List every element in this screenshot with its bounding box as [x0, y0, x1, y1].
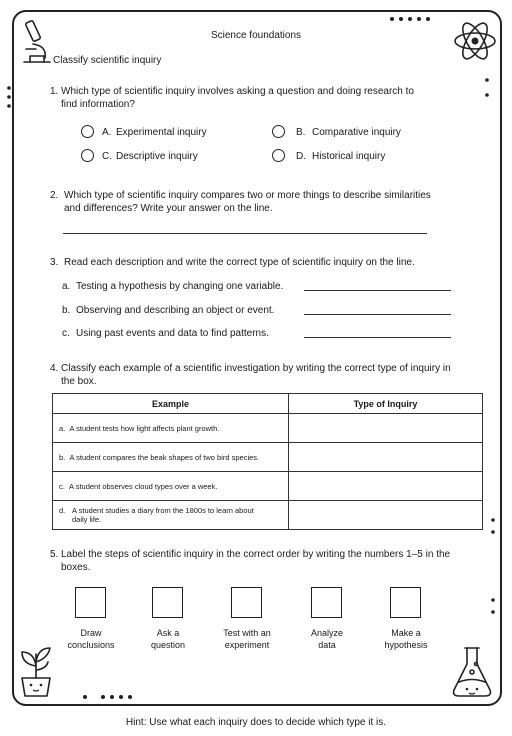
answer-line-q3b[interactable]: [304, 314, 451, 315]
answer-box[interactable]: [289, 414, 483, 443]
step-box-3[interactable]: [231, 587, 262, 618]
row-text: A student compares the beak shapes of two bird species.: [69, 452, 260, 462]
classification-table: [52, 393, 483, 530]
table-row: [53, 472, 483, 501]
q3-item-c-letter: c.: [62, 328, 70, 339]
option-a-label: Experimental inquiry: [116, 127, 207, 138]
question-3-number: 3.: [50, 257, 59, 268]
step-box-2[interactable]: [152, 587, 183, 618]
step-box-5[interactable]: [390, 587, 421, 618]
hint-text: Hint: Use what each inquiry does to decide which type it is.: [125, 717, 387, 728]
row-text: A student tests how light affects plant growth.: [69, 423, 220, 433]
q3-item-a-letter: a.: [62, 281, 71, 292]
answer-box[interactable]: [289, 501, 483, 530]
worksheet-subtitle: Classify scientific inquiry: [53, 55, 162, 66]
row-text: A student observes cloud types over a week.: [69, 481, 218, 491]
question-5-number: 5.: [50, 549, 59, 560]
question-5-text: Label the steps of scientific inquiry in the correct order by writing the numbers 1–5 in the boxes.: [61, 549, 451, 573]
step-box-4[interactable]: [311, 587, 342, 618]
option-d-label: Historical inquiry: [312, 151, 386, 162]
atom-icon: [452, 18, 498, 64]
row-letter: d.: [59, 506, 66, 515]
question-3-text: Read each description and write the correct type of scientific inquiry on the line.: [64, 257, 415, 268]
option-a-letter: A.: [102, 127, 112, 138]
question-4-text: Classify each example of a scientific investigation by writing the correct type of inquiry in the box.: [61, 363, 451, 387]
answer-box[interactable]: [289, 443, 483, 472]
table-header-row: [53, 394, 483, 414]
table-row: [53, 501, 483, 530]
example-cell: [53, 414, 289, 443]
row-letter: a.: [59, 423, 66, 433]
option-c-label: Descriptive inquiry: [116, 151, 198, 162]
flask-icon: [450, 642, 494, 702]
question-2-text: Which type of scientific inquiry compares two or more things to describe similarities and differences? Write your answer on the line.: [64, 190, 431, 214]
row-letter: c.: [59, 481, 65, 491]
question-1-text: Which type of scientific inquiry involves asking a question and doing research to find information?: [61, 86, 414, 110]
option-d-letter: D.: [296, 151, 306, 162]
table-row: [53, 443, 483, 472]
example-cell: [53, 501, 289, 530]
option-a-radio[interactable]: [81, 125, 94, 138]
question-1-number: 1.: [50, 86, 59, 97]
step-label-make-hypothesis: Make a hypothesis: [384, 628, 428, 650]
q3-item-b-letter: b.: [62, 305, 71, 316]
answer-line-q3c[interactable]: [304, 337, 451, 338]
answer-line-q2[interactable]: [63, 233, 427, 234]
potted-plant-icon: [16, 640, 56, 700]
step-label-analyze-data: Analyze data: [310, 628, 344, 650]
step-label-ask-question: Ask a question: [150, 628, 186, 650]
option-d-radio[interactable]: [272, 149, 285, 162]
q3-item-a-text: Testing a hypothesis by changing one variable.: [76, 281, 284, 292]
question-4-number: 4.: [50, 363, 59, 374]
example-cell: [53, 472, 289, 501]
option-c-letter: C.: [102, 151, 112, 162]
column-header-example: Example: [53, 394, 289, 414]
answer-box[interactable]: [289, 472, 483, 501]
step-box-1[interactable]: [75, 587, 106, 618]
q3-item-c-text: Using past events and data to find patterns.: [76, 328, 269, 339]
row-letter: b.: [59, 452, 66, 462]
page-title: Science foundations: [210, 30, 302, 41]
option-c-radio[interactable]: [81, 149, 94, 162]
question-2-number: 2.: [50, 190, 59, 201]
option-b-label: Comparative inquiry: [312, 127, 401, 138]
microscope-icon: [20, 18, 54, 66]
step-label-test-experiment: Test with an experiment: [223, 628, 271, 650]
table-row: [53, 414, 483, 443]
q3-item-b-text: Observing and describing an object or event.: [76, 305, 275, 316]
step-label-draw-conclusions: Draw conclusions: [67, 628, 115, 650]
example-cell: [53, 443, 289, 472]
option-b-letter: B.: [296, 127, 306, 138]
option-b-radio[interactable]: [272, 125, 285, 138]
column-header-type: Type of Inquiry: [289, 394, 483, 414]
answer-line-q3a[interactable]: [304, 290, 451, 291]
row-text: A student studies a diary from the 1800s to learn about daily life.: [72, 506, 254, 524]
